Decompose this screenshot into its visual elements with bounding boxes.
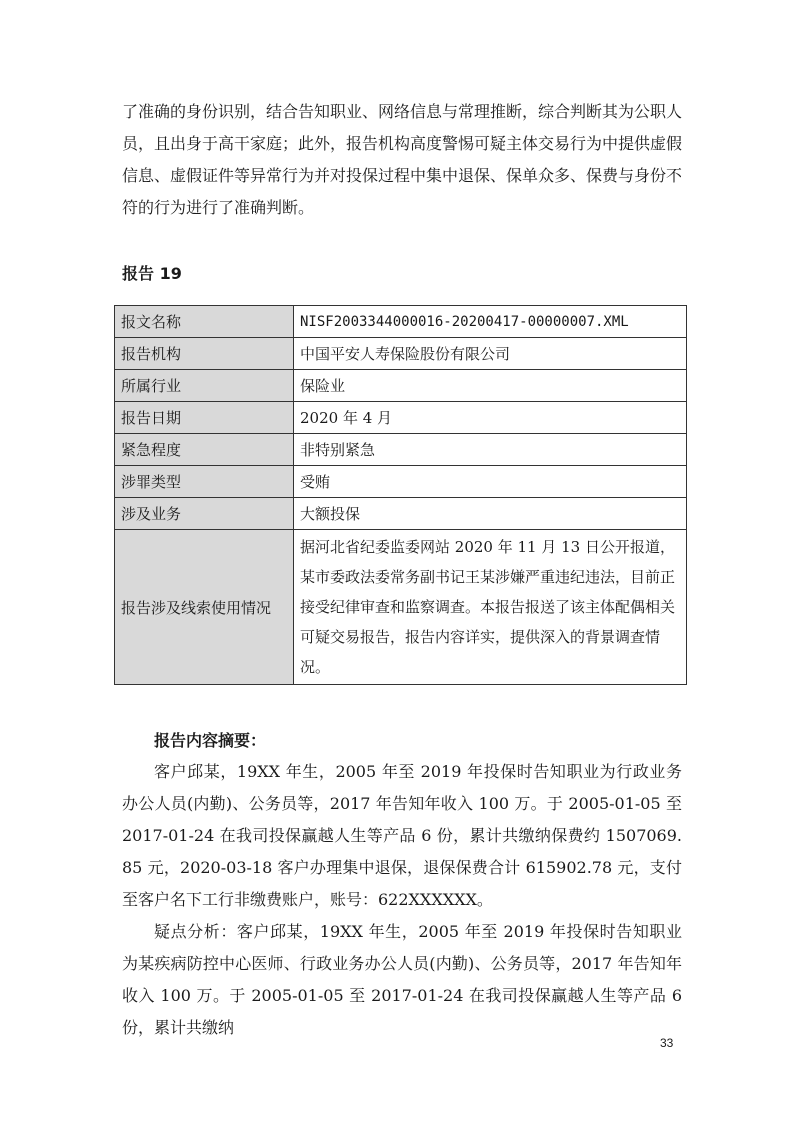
row-label: 报文名称 [115, 306, 294, 338]
row-label: 涉及业务 [115, 498, 294, 530]
report-info-table [114, 305, 687, 685]
report-heading: 报告 19 [122, 264, 182, 283]
row-label: 报告涉及线索使用情况 [115, 530, 294, 685]
table-row [115, 530, 687, 685]
table-row [115, 338, 687, 370]
row-value: 受贿 [294, 466, 687, 498]
analysis-paragraph: 疑点分析：客户邱某，19XX 年生，2005 年至 2019 年投保时告知职业为某疾病防控中心医师、行政业务办公人员(内勤)、公务员等，2017 年告知年收入 100 万。于 2005-01-05 至 2017-01-24 在我司投保赢越人生等产品 6 份，累计共缴纳 [122, 922, 682, 1037]
table-row [115, 466, 687, 498]
row-label: 所属行业 [115, 370, 294, 402]
row-label: 报告机构 [115, 338, 294, 370]
table-row [115, 498, 687, 530]
summary-paragraph: 客户邱某，19XX 年生，2005 年至 2019 年投保时告知职业为行政业务办公人员(内勤)、公务员等，2017 年告知年收入 100 万。于 2005-01-05 至 2017-01-24 在我司投保赢越人生等产品 6 份，累计共缴纳保费约 1507069.85 元，2020-03-18 客户办理集中退保，退保保费合计 615902.78 元，支付至客户名下工行非缴费账户，账号：622XXXXXX。 [122, 762, 682, 909]
row-value: 2020 年 4 月 [294, 402, 687, 434]
table-row [115, 402, 687, 434]
table-row [115, 434, 687, 466]
page-number: 33 [660, 1036, 674, 1050]
row-value: 据河北省纪委监委网站 2020 年 11 月 13 日公开报道，某市委政法委常务副书记王某涉嫌严重违纪违法，目前正接受纪律审查和监察调查。本报告报送了该主体配偶相关可疑交易报告，报告内容详实，提供深入的背景调查情况。 [294, 530, 687, 685]
row-value: 中国平安人寿保险股份有限公司 [294, 338, 687, 370]
row-label: 涉罪类型 [115, 466, 294, 498]
intro-paragraph: 了准确的身份识别，结合告知职业、网络信息与常理推断，综合判断其为公职人员，且出身于高干家庭；此外，报告机构高度警惕可疑主体交易行为中提供虚假信息、虚假证件等异常行为并对投保过程中集中退保、保单众多、保费与身份不符的行为进行了准确判断。 [122, 102, 683, 217]
row-value: 保险业 [294, 370, 687, 402]
row-value: NISF2003344000016-20200417-00000007.XML [294, 306, 687, 338]
table-row [115, 370, 687, 402]
table-row [115, 306, 687, 338]
summary-heading: 报告内容摘要： [154, 731, 267, 750]
row-value: 大额投保 [294, 498, 687, 530]
row-value: 非特别紧急 [294, 434, 687, 466]
row-label: 报告日期 [115, 402, 294, 434]
row-label: 紧急程度 [115, 434, 294, 466]
